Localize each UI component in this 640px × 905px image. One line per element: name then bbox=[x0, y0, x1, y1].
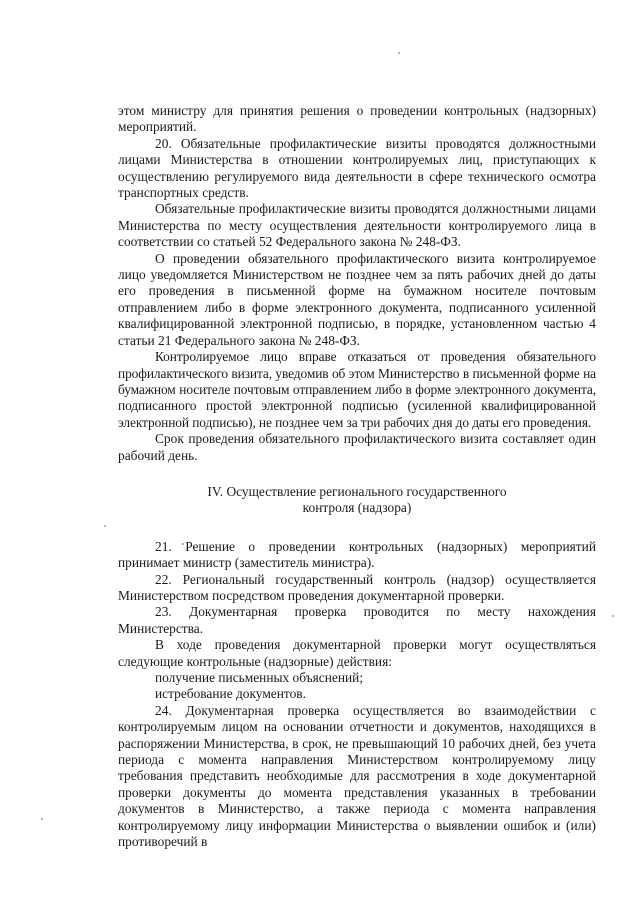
document-body bbox=[118, 103, 596, 850]
paragraph-visit-notification: О проведении обязательного профилактического визита контролируемое лицо уведомляется Министерством не позднее чем за пять рабочих дней до даты его проведения в письменной форме на бумажном носителе почтовым отправлением либо в форме электронного документа, подписанного усиленной квалифицированной электронной подписью, в порядке, установленном частью 4 статьи 21 Федерального закона № 248-ФЗ. bbox=[118, 250, 596, 348]
scan-speck bbox=[104, 525, 106, 527]
list-item-explanations: получение письменных объяснений; bbox=[155, 670, 364, 685]
paragraph-visit-refusal: Контролируемое лицо вправе отказаться от проведения обязательного профилактического визита, уведомив об этом Министерство в письменной форме на бумажном носителе почтовым отправлением либо в форме электронного документа, подписанного простой электронной подписью (усиленной квалифицированной электронной подписью), не позднее чем за три рабочих дня до даты его проведения. bbox=[118, 349, 596, 430]
paragraph-visit-duration: Срок проведения обязательного профилактического визита составляет один рабочий день. bbox=[118, 431, 596, 463]
paragraph-continuation: этом министру для принятия решения о проведении контрольных (надзорных) мероприятий. bbox=[118, 103, 596, 135]
paragraph-item-20: 20. Обязательные профилактические визиты проводятся должностными лицами Министерства в отношении контролируемых лиц, приступающих к осуществлению регулируемого вида деятельности в сфере технического осмотра транспортных средств. bbox=[118, 135, 596, 201]
paragraph-item-23: 23. Документарная проверка проводится по месту нахождения Министерства. bbox=[118, 604, 596, 636]
section-heading bbox=[118, 484, 596, 517]
section-heading-line-1: IV. Осуществление регионального государственного bbox=[207, 483, 507, 499]
scan-speck bbox=[612, 615, 614, 617]
scan-speck bbox=[398, 52, 400, 54]
section-heading-line-2: контроля (надзора) bbox=[302, 500, 412, 516]
paragraph-control-actions: В ходе проведения документарной проверки могут осуществляться следующие контрольные (надзорные) действия: bbox=[118, 637, 596, 669]
paragraph-item-22: 22. Региональный государственный контроль (надзор) осуществляется Министерством посредством проведения документарной проверки. bbox=[118, 571, 596, 603]
paragraph-item-24: 24. Документарная проверка осуществляется во взаимодействии с контролируемым лицом на основании отчетности и документов, находящихся в распоряжении Министерства, в срок, не превышающий 10 рабочих дней, без учета периода с момента направления Министерством контролируемому лицу требования представить необходимые для рассмотрения в ходе документарной проверки документы до момента представления указанных в требовании документов в Министерство, а также периода с момента направления контролируемому лицу информации Министерства о выявлении ошибок и (или) противоречий в bbox=[118, 702, 596, 850]
paragraph-mandatory-visits: Обязательные профилактические визиты проводятся должностными лицами Министерства по месту осуществления деятельности контролируемого лица в соответствии со статьей 52 Федерального закона № 248-ФЗ. bbox=[118, 201, 596, 250]
scan-speck bbox=[41, 818, 43, 820]
list-item-documents: истребование документов. bbox=[155, 686, 306, 702]
paragraph-item-21: 21. Решение о проведении контрольных (надзорных) мероприятий принимает министр (заместитель министра). bbox=[118, 538, 596, 571]
